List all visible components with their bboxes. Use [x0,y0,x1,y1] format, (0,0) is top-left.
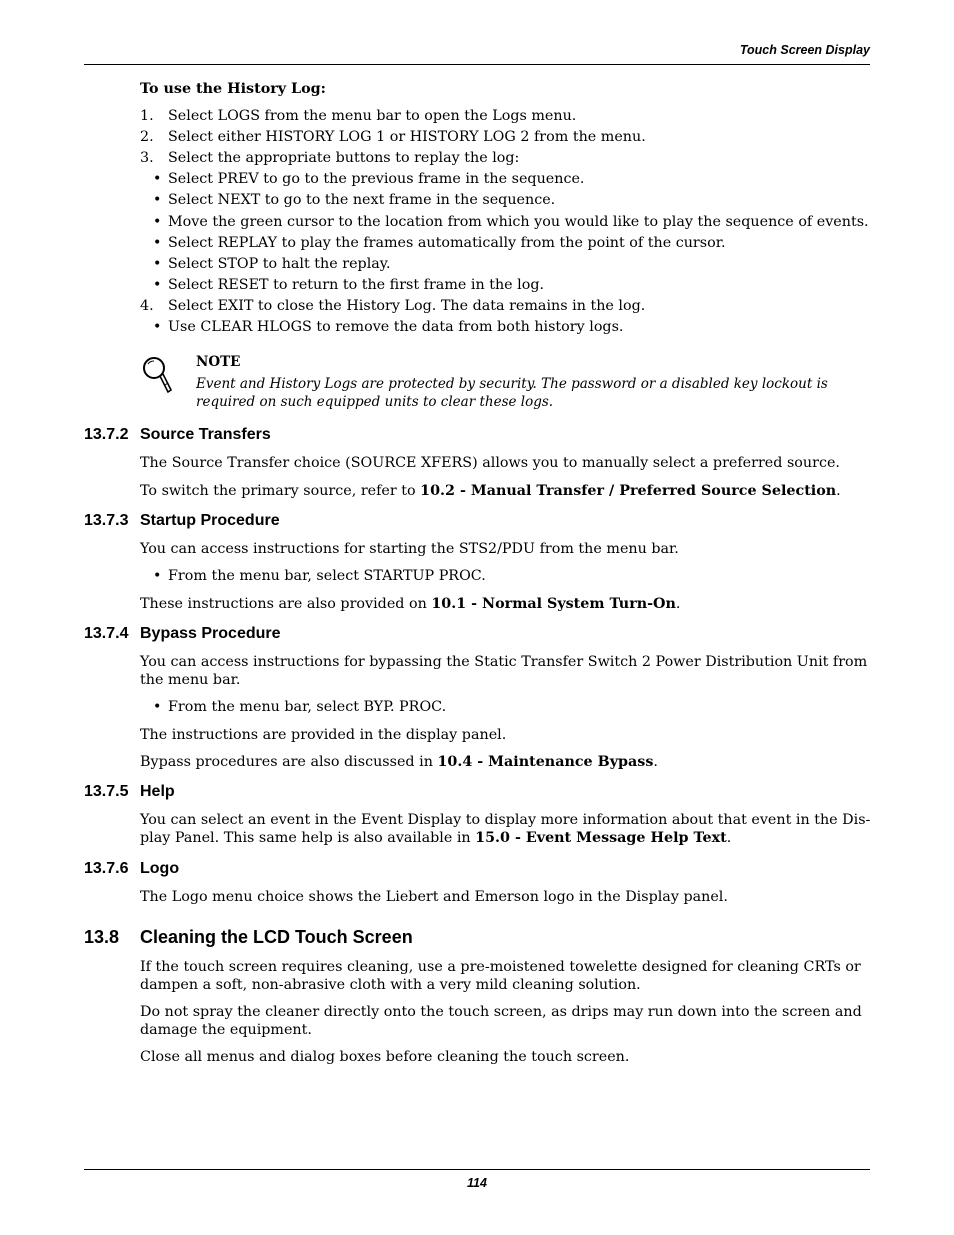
section-title: Source Transfers [140,426,271,443]
bullet-text: Use CLEAR HLOGS to remove the data from both history logs. [168,319,624,335]
header-rule [84,64,870,65]
cross-reference: 10.4 - Maintenance Bypass [437,754,654,770]
bullet-icon: • [153,256,162,272]
section-title: Startup Procedure [140,512,280,529]
step-number: 1. [140,108,154,124]
bullet-icon: • [153,277,162,293]
paragraph: Close all menus and dialog boxes before cleaning the touch screen. [140,1049,630,1065]
paragraph: These instructions are also provided on 10.1 - Normal System Turn-On. [140,596,681,612]
cross-reference: 15.0 - Event Message Help Text [475,830,727,846]
bullet-icon: • [153,214,162,230]
section-number: 13.7.5 [84,783,129,800]
paragraph: You can access instructions for bypassing the Static Transfer Switch 2 Power Distribution Unit from the menu bar. [140,654,868,688]
cross-reference: 10.2 - Manual Transfer / Preferred Source Selection [420,483,837,499]
bullet-icon: • [153,235,162,251]
section-title: Help [140,783,175,800]
note-body: Event and History Logs are protected by security. The password or a disabled key lockout is required on such equipped units to clear these logs. [196,376,828,410]
paragraph: The instructions are provided in the display panel. [140,727,507,743]
section-title: Logo [140,860,180,877]
bullet-text: Select PREV to go to the previous frame in the sequence. [168,171,585,187]
history-log-heading: To use the History Log: [140,81,326,97]
section-title: Bypass Procedure [140,625,281,642]
bullet-text: Select REPLAY to play the frames automatically from the point of the cursor. [168,235,726,251]
step-text: Select EXIT to close the History Log. The data remains in the log. [168,298,646,314]
bullet-icon: • [153,319,162,335]
bullet-icon: • [153,171,162,187]
magnifier-icon [140,356,174,396]
paragraph: You can access instructions for starting the STS2/PDU from the menu bar. [140,541,679,557]
bullet-text: Select RESET to return to the first frame in the log. [168,277,545,293]
bullet-text: Select NEXT to go to the next frame in the sequence. [168,192,556,208]
bullet-text: From the menu bar, select BYP. PROC. [168,699,447,715]
bullet-icon: • [153,568,162,584]
bullet-text: Move the green cursor to the location from which you would like to play the sequence of events. [168,214,869,230]
paragraph: The Logo menu choice shows the Liebert and Emerson logo in the Display panel. [140,889,728,905]
step-text: Select the appropriate buttons to replay the log: [168,150,520,166]
footer-rule [84,1169,870,1170]
paragraph: play Panel. This same help is also available in 15.0 - Event Message Help Text. [140,830,732,846]
paragraph: Bypass procedures are also discussed in 10.4 - Maintenance Bypass. [140,754,658,770]
section-number: 13.7.6 [84,860,129,877]
bullet-icon: • [153,699,162,715]
paragraph: If the touch screen requires cleaning, use a pre-moistened towelette designed for cleaning CRTs or dampen a soft, non-abrasive cloth with a very mild cleaning solution. [140,959,861,993]
step-text: Select LOGS from the menu bar to open the Logs menu. [168,108,577,124]
paragraph: You can select an event in the Event Display to display more information about that event in the Dis- [140,812,871,828]
step-number: 2. [140,129,154,145]
cross-reference: 10.1 - Normal System Turn-On [431,596,676,612]
step-text: Select either HISTORY LOG 1 or HISTORY LOG 2 from the menu. [168,129,646,145]
section-number: 13.7.3 [84,512,129,529]
note-title: NOTE [196,354,241,370]
bullet-icon: • [153,192,162,208]
step-number: 3. [140,150,154,166]
section-number: 13.7.2 [84,426,129,443]
section-number: 13.7.4 [84,625,129,642]
section-title: Cleaning the LCD Touch Screen [140,927,413,947]
section-number: 13.8 [84,927,120,947]
page-number: 114 [467,1176,487,1190]
running-header: Touch Screen Display [739,43,870,57]
bullet-text: Select STOP to halt the replay. [168,256,391,272]
bullet-text: From the menu bar, select STARTUP PROC. [168,568,486,584]
paragraph: To switch the primary source, refer to 10.2 - Manual Transfer / Preferred Source Selection. [140,483,841,499]
step-number: 4. [140,298,154,314]
paragraph: The Source Transfer choice (SOURCE XFERS) allows you to manually select a preferred source. [140,455,840,471]
paragraph: Do not spray the cleaner directly onto the touch screen, as drips may run down into the screen and damage the equipment. [140,1004,862,1038]
